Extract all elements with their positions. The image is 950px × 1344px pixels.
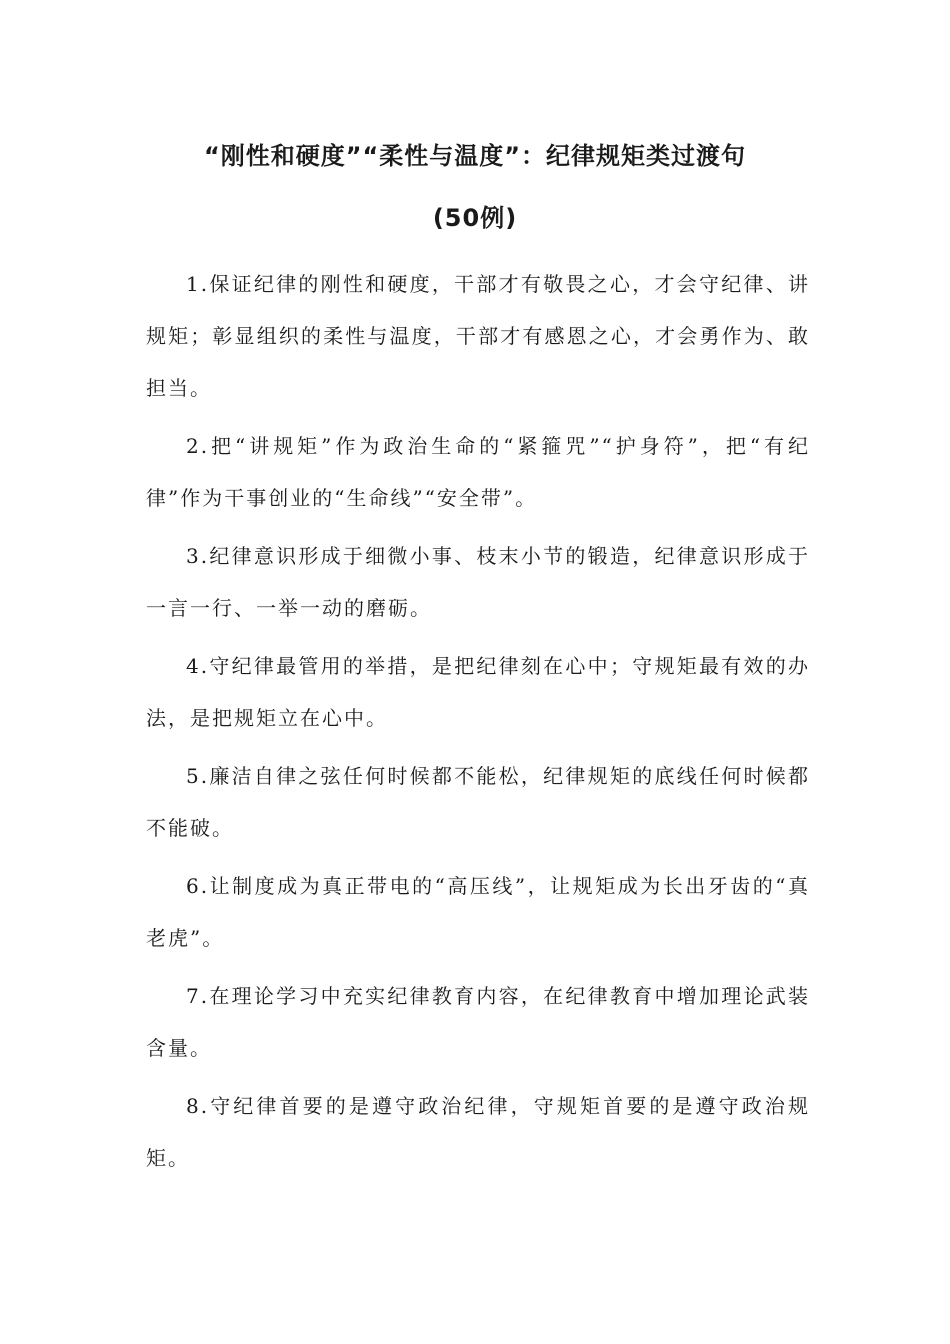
paragraph-5: 5.廉洁自律之弦任何时候都不能松，纪律规矩的底线任何时候都不能破。 [146,764,810,840]
paragraph-7: 7.在理论学习中充实纪律教育内容，在纪律教育中增加理论武装含量。 [146,984,810,1060]
paragraph-4: 4.守纪律最管用的举措，是把纪律刻在心中；守规矩最有效的办法，是把规矩立在心中。 [146,654,810,730]
document-subtitle: (50例) [432,204,518,232]
paragraph-1: 1.保证纪律的刚性和硬度，干部才有敬畏之心，才会守纪律、讲规矩；彰显组织的柔性与温度，干部才有感恩之心，才会勇作为、敢担当。 [146,272,810,400]
paragraph-6: 6.让制度成为真正带电的“高压线”，让规矩成为长出牙齿的“真老虎”。 [146,874,810,950]
paragraph-2: 2.把“讲规矩”作为政治生命的“紧箍咒”“护身符”，把“有纪律”作为干事创业的“生命线”“安全带”。 [146,434,810,510]
document-body [146,258,810,1190]
paragraph-8: 8.守纪律首要的是遵守政治纪律，守规矩首要的是遵守政治规矩。 [146,1094,810,1170]
document-title: “刚性和硬度”“柔性与温度”：纪律规矩类过渡句 [203,142,747,170]
paragraph-3: 3.纪律意识形成于细微小事、枝末小节的锻造，纪律意识形成于一言一行、一举一动的磨砺。 [146,544,810,620]
